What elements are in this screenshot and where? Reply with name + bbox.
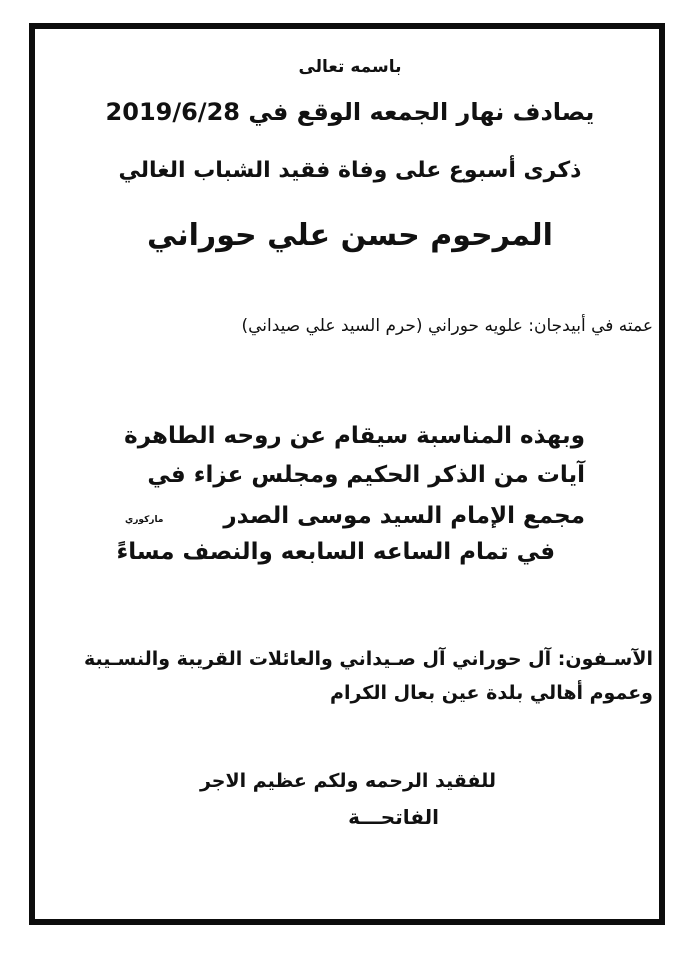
ceremony-line-1: وبهذه المناسبة سيقام عن روحه الطاهرة bbox=[124, 423, 585, 449]
ceremony-line-3: مجمع الإمام السيد موسى الصدر bbox=[223, 503, 585, 529]
ceremony-line-4: في تمام الساعه السابعه والنصف مساءً bbox=[116, 539, 555, 565]
aunt-line: عمته في أبيدجان: علويه حوراني (حرم السيد علي صيداني) bbox=[241, 316, 653, 336]
condolence-line: للفقيد الرحمه ولكم عظيم الاجر bbox=[199, 770, 496, 792]
location-marker: ماركوري bbox=[125, 515, 164, 525]
fatiha-line: الفاتحـــة bbox=[348, 805, 439, 829]
ceremony-line-2: آيات من الذكر الحكيم ومجلس عزاء في bbox=[147, 462, 585, 488]
mourners-line-1: الآسـفون: آل حوراني آل صـيداني والعائلات القريبة والنسـيبة bbox=[83, 648, 653, 670]
occasion-line: ذكرى أسبوع على وفاة فقيد الشباب الغالي bbox=[118, 158, 582, 183]
deceased-name: المرحوم حسن علي حوراني bbox=[147, 218, 553, 253]
basmala-heading: باسمه تعالى bbox=[298, 57, 402, 77]
mourners-line-2: وعموم أهالي بلدة عين بعال الكرام bbox=[330, 682, 653, 704]
date-line: يصادف نهار الجمعه الوقع في 2019/6/28 bbox=[105, 98, 595, 126]
